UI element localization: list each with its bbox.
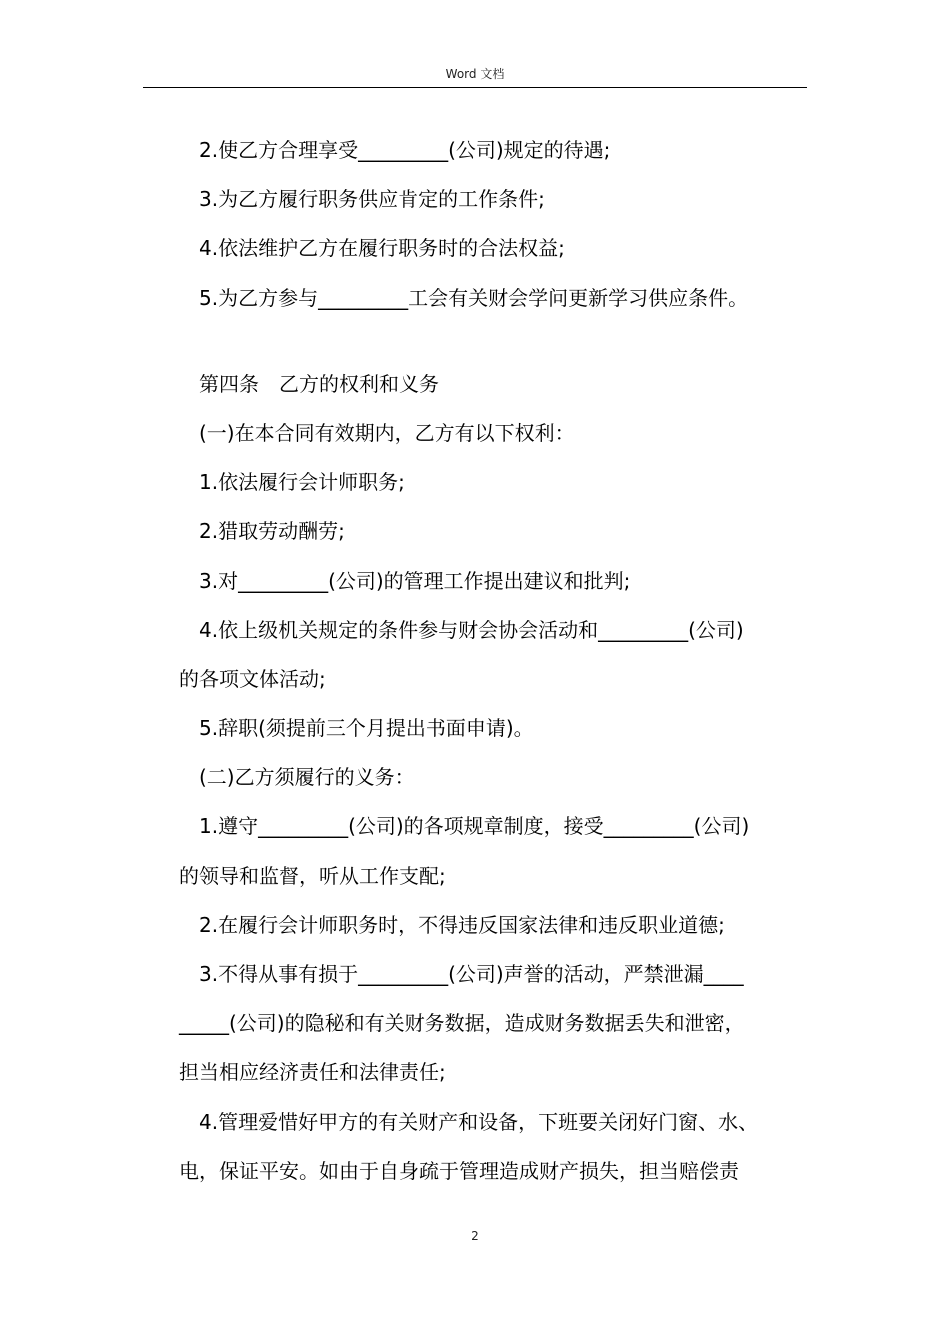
rights-intro: (一)在本合同有效期内，乙方有以下权利：: [199, 420, 575, 445]
rights-item-4: 4.依上级机关规定的条件参与财会协会活动和_________(公司): [199, 617, 744, 642]
rights-item-1: 1.依法履行会计师职务;: [199, 470, 405, 495]
paragraph-employer-duty-2: 2.使乙方合理享受_________(公司)规定的待遇;: [199, 138, 611, 162]
rights-item-3: 3.对_________(公司)的管理工作提出建议和批判;: [199, 568, 631, 593]
section-title: 第四条 乙方的权利和义务: [199, 371, 439, 396]
duties-item-3-continued-2: 担当相应经济责任和法律责任;: [179, 1060, 446, 1085]
rights-item-2: 2.猎取劳动酬劳;: [199, 519, 345, 544]
duties-item-3-continued: _____(公司)的隐秘和有关财务数据，造成财务数据丢失和泄密，: [179, 1011, 745, 1036]
duties-item-1: 1.遵守_________(公司)的各项规章制度，接受_________(公司): [199, 814, 750, 839]
duties-item-3: 3.不得从事有损于_________(公司)声誉的活动，严禁泄漏____: [199, 962, 744, 986]
page-header-title: Word 文档: [445, 67, 505, 81]
rights-item-5: 5.辞职(须提前三个月提出书面申请)。: [199, 716, 534, 741]
paragraph-employer-duty-3: 3.为乙方履行职务供应肯定的工作条件;: [199, 187, 545, 212]
duties-item-2: 2.在履行会计师职务时，不得违反国家法律和违反职业道德;: [199, 912, 725, 937]
duties-item-4: 4.管理爱惜好甲方的有关财产和设备，下班要关闭好门窗、水、: [199, 1109, 759, 1134]
paragraph-gap: [179, 323, 807, 360]
rights-item-4-continued: 的各项文体活动;: [179, 666, 326, 691]
duties-item-1-continued: 的领导和监督，听从工作支配;: [179, 863, 446, 888]
page-number: 2: [471, 1229, 479, 1243]
header-divider: [143, 87, 807, 88]
paragraph-employer-duty-4: 4.依法维护乙方在履行职务时的合法权益;: [199, 236, 565, 261]
paragraph-employer-duty-5: 5.为乙方参与_________工会有关财会学问更新学习供应条件。: [199, 285, 749, 310]
duties-intro: (二)乙方须履行的义务：: [199, 765, 415, 790]
duties-item-4-continued: 电，保证平安。如由于自身疏于管理造成财产损失，担当赔偿责: [179, 1158, 739, 1183]
document-body: [179, 126, 807, 1196]
